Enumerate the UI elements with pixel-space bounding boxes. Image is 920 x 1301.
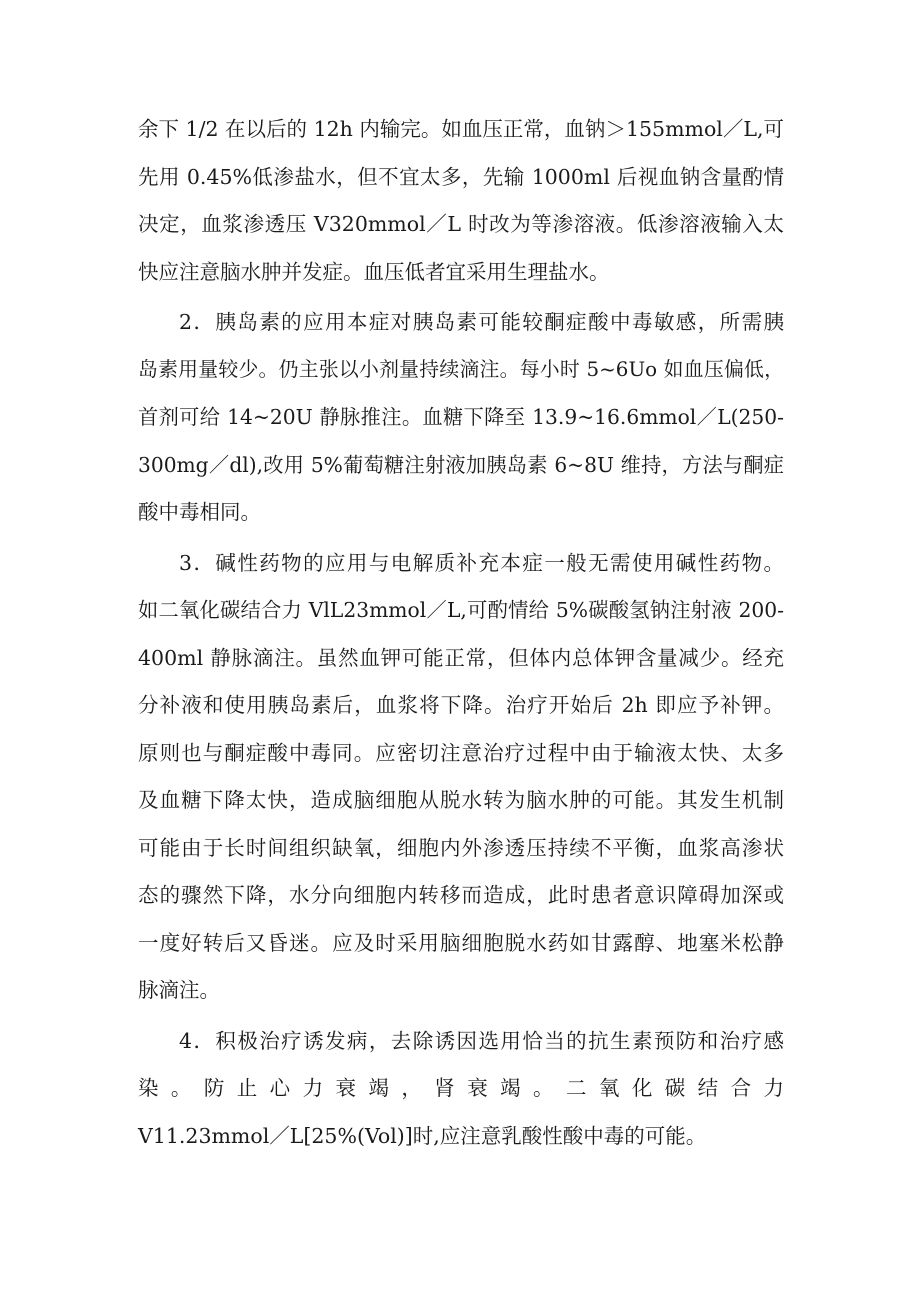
text-line: V11.23mmol／L[25%(Vol)]时,应注意乳酸性酸中毒的可能。 (138, 1123, 707, 1148)
text-line: 分补液和使用胰岛素后，血浆将下降。治疗开始后 2h 即应予补钾。 (138, 693, 784, 717)
paragraph-insulin (138, 303, 784, 541)
text-line: 300mg／dl),改用 5%葡萄糖注射液加胰岛素 6~8U 维持，方法与酮症 (138, 452, 784, 477)
document-body (138, 110, 784, 1164)
text-line: 先用 0.45%低渗盐水，但不宜太多，先输 1000ml 后视血钠含量酌情 (138, 164, 784, 189)
text-line: 一度好转后又昏迷。应及时采用脑细胞脱水药如甘露醇、地塞米松静 (138, 930, 784, 955)
text-line: 可能由于长时间组织缺氧，细胞内外渗透压持续不平衡，血浆高渗状 (138, 835, 784, 860)
text-line: 首剂可给 14~20U 静脉推注。血糖下降至 13.9~16.6mmol／L(250- (138, 405, 784, 429)
text-line: 原则也与酮症酸中毒同。应密切注意治疗过程中由于输液太快、太多 (138, 740, 784, 765)
text-line: 脉滴注。 (138, 978, 220, 1002)
text-line: 如二氧化碳结合力 VlL23mmol／L,可酌情给 5%碳酸氢钠注射液 200- (138, 598, 784, 622)
text-line: 快应注意脑水肿并发症。血压低者宜采用生理盐水。 (138, 259, 610, 284)
text-line: 余下 1/2 在以后的 12h 内输完。如血压正常，血钠＞155mmol／L,可 (138, 117, 784, 141)
paragraph-alkaline-electrolyte (138, 544, 784, 1019)
text-line: 染。防止心力衰竭，肾衰竭。二氧化碳结合力 (138, 1076, 784, 1100)
text-line: 决定，血浆渗透压 V320mmol／L 时改为等渗溶液。低渗溶液输入太 (138, 212, 784, 236)
text-line: 岛素用量较少。仍主张以小剂量持续滴注。每小时 5~6Uo 如血压偏低， (138, 357, 784, 381)
text-line: 4．积极治疗诱发病，去除诱因选用恰当的抗生素预防和治疗感 (179, 1028, 784, 1053)
text-line: 态的骤然下降，水分向细胞内转移而造成，此时患者意识障碍加深或 (138, 883, 784, 907)
text-line: 3．碱性药物的应用与电解质补充本症一般无需使用碱性药物。 (179, 550, 784, 575)
text-line: 400ml 静脉滴注。虽然血钾可能正常，但体内总体钾含量减少。经充 (138, 645, 784, 670)
paragraph-fluid-therapy (138, 110, 784, 300)
text-line: 及血糖下降太快，造成脑细胞从脱水转为脑水肿的可能。其发生机制 (138, 788, 784, 812)
paragraph-infection-treatment (138, 1022, 784, 1165)
text-line: 2．胰岛素的应用本症对胰岛素可能较酮症酸中毒敏感，所需胰 (179, 310, 784, 334)
text-line: 酸中毒相同。 (138, 500, 261, 524)
